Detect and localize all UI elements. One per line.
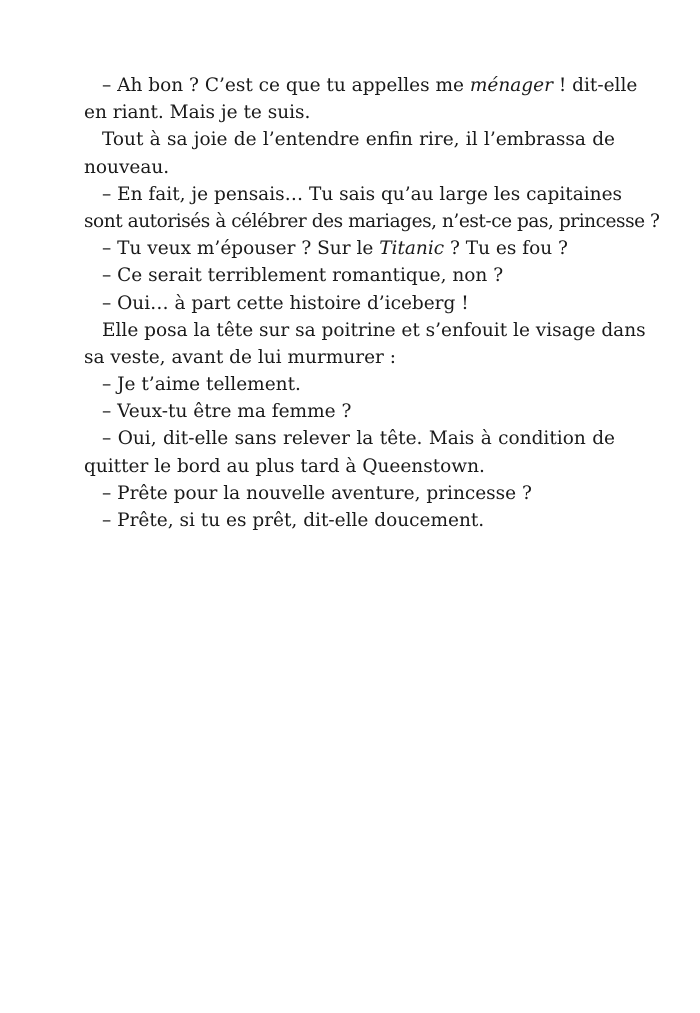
text-line-3: Tout à sa joie de l’entendre enfin rire, il l’embrassa de [102, 129, 615, 151]
text-line-10: Elle posa la tête sur sa poitrine et s’enfouit le visage dans [102, 319, 646, 341]
text-line-9: – Oui… à part cette histoire d’iceberg ! [102, 292, 469, 314]
text-line-12: – Je t’aime tellement. [102, 374, 301, 396]
italic-word-titanic: Titanic [379, 238, 445, 260]
text-line-11: sa veste, avant de lui murmurer : [84, 346, 396, 368]
text-line-6: sont autorisés à célébrer des mariages, n’est-ce pas, princesse ? [84, 210, 660, 232]
text-line-5: – En fait, je pensais… Tu sais qu’au large les capitaines [102, 183, 623, 205]
italic-word-menager: ménager [469, 75, 553, 96]
text-line-1: – Ah bon ? C’est ce que tu appelles me ménager ! dit-elle [102, 75, 638, 96]
text-line-16: – Prête pour la nouvelle aventure, princesse ? [102, 482, 532, 504]
text-line-13: – Veux-tu être ma femme ? [102, 401, 352, 423]
text-line-4: nouveau. [84, 156, 170, 178]
text-line-8: – Ce serait terriblement romantique, non ? [102, 265, 504, 287]
page-text [84, 72, 660, 534]
text-line-7: – Tu veux m’épouser ? Sur le Titanic ? Tu es fou ? [102, 238, 568, 260]
text-line-15: quitter le bord au plus tard à Queenstown. [84, 455, 485, 477]
text-line-2: en riant. Mais je te suis. [84, 102, 311, 124]
text-line-17: – Prête, si tu es prêt, dit-elle doucement. [102, 510, 485, 531]
text-line-14: – Oui, dit-elle sans relever la tête. Mais à condition de [102, 428, 615, 450]
